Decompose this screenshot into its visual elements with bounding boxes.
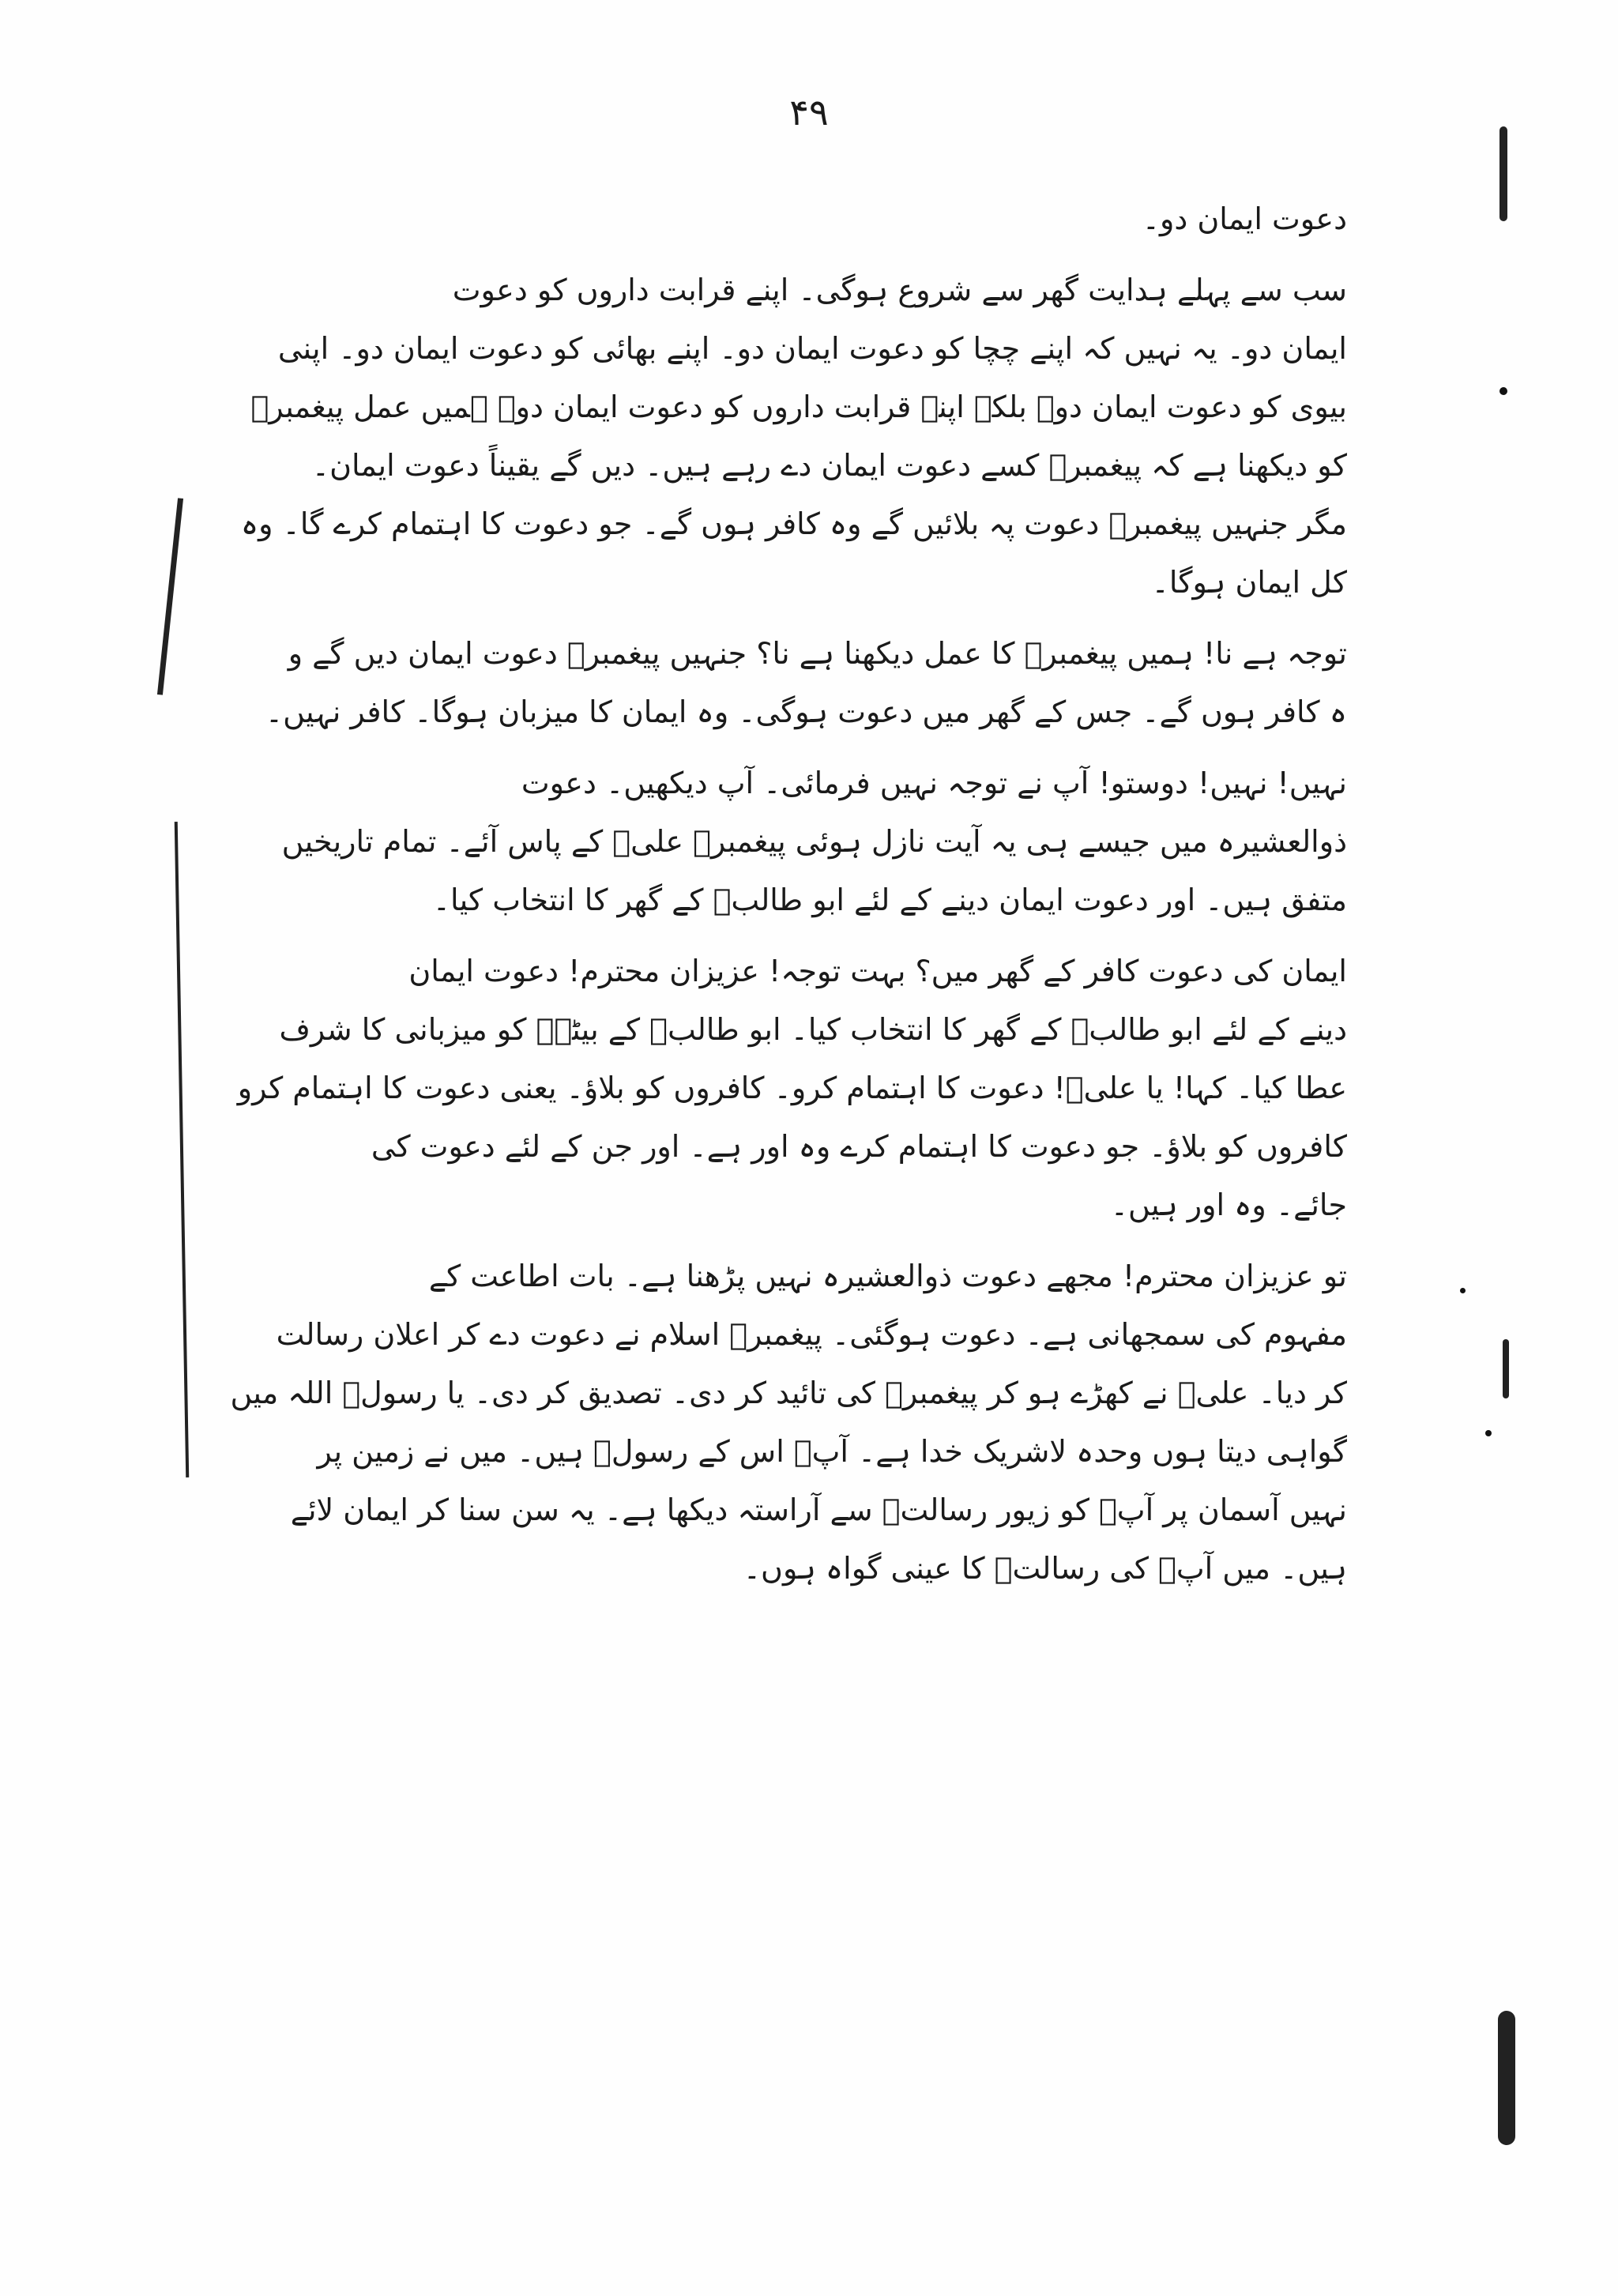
page-number: ۴۹ [789,91,829,134]
text-line: دینے کے لئے ابو طالبؑ کے گھر کا انتخاب کیا۔ ابو طالبؑ کے بیٹےؑ کو میزبانی کا شرف [279,1012,1347,1047]
text-line: ایمان کی دعوت کافر کے گھر میں؟ بہت توجہ! عزیزان محترم! دعوت ایمان [408,954,1347,988]
text-line: جائے۔ وہ اور ہیں۔ [1110,1188,1347,1222]
text-line: ہ کافر ہوں گے۔ جس کے گھر میں دعوت ہوگی۔ وہ ایمان کا میزبان ہوگا۔ کافر نہیں۔ [265,694,1347,729]
paragraph-1 [225,190,1347,248]
text-line: نہیں! نہیں! دوستو! آپ نے توجہ نہیں فرمائی۔ آپ دیکھیں۔ دعوت [521,766,1347,800]
text-line: مگر جنہیں پیغمبرؐ دعوت پہ بلائیں گے وہ کافر ہوں گے۔ جو دعوت کا اہتمام کرے گا۔ وہ [240,506,1347,541]
text-line: عطا کیا۔ کہا! یا علیؑ! دعوت کا اہتمام کرو۔ کافروں کو بلاؤ۔ یعنی دعوت کا اہتمام کرو [237,1071,1347,1105]
text-line: مفہوم کی سمجھانی ہے۔ دعوت ہوگئی۔ پیغمبرؐ اسلام نے دعوت دے کر اعلان رسالت [276,1317,1347,1352]
text-line: متفق ہیں۔ اور دعوت ایمان دینے کے لئے ابو طالبؑ کے گھر کا انتخاب کیا۔ [432,883,1347,917]
left-margin-bracket-mark-2 [175,822,189,1477]
paragraph-4 [225,754,1347,929]
text-line: بیوی کو دعوت ایمان دو۔ بلکہ اپنے قرابت داروں کو دعوت ایمان دو۔ ہمیں عمل پیغمبرؐ [250,390,1347,424]
text-line: ذوالعشیرہ میں جیسے ہی یہ آیت نازل ہوئی پیغمبرؐ علیؑ کے پاس آئے۔ تمام تاریخیں [281,824,1347,859]
text-line: ایمان دو۔ یہ نہیں کہ اپنے چچا کو دعوت ایمان دو۔ اپنے بھائی کو دعوت ایمان دو۔ اپنی [277,331,1347,366]
text-line: توجہ ہے نا! ہمیں پیغمبرؐ کا عمل دیکھنا ہے نا؟ جنہیں پیغمبرؐ دعوت ایمان دیں گے و [288,636,1347,671]
paragraph-3 [225,624,1347,741]
margin-dot-mark [1499,387,1507,395]
paragraph-2 [225,261,1347,612]
right-edge-scan-mark-2 [1503,1339,1509,1398]
text-line: کو دیکھنا ہے کہ پیغمبرؐ کسے دعوت ایمان دے رہے ہیں۔ دیں گے یقیناً دعوت ایمان۔ [311,448,1347,483]
text-line: تو عزیزان محترم! مجھے دعوت ذوالعشیرہ نہیں پڑھنا ہے۔ بات اطاعت کے [428,1259,1347,1293]
left-margin-bracket-mark [157,498,183,694]
text-line: کافروں کو بلاؤ۔ جو دعوت کا اہتمام کرے وہ اور ہے۔ اور جن کے لئے دعوت کی [371,1129,1347,1164]
text-line: نہیں آسمان پر آپؐ کو زیور رسالتؐ سے آراستہ دیکھا ہے۔ یہ سن سنا کر ایمان لائے [290,1492,1347,1527]
text-line: دعوت ایمان دو۔ [1142,201,1347,236]
text-line: سب سے پہلے ہدایت گھر سے شروع ہوگی۔ اپنے قرابت داروں کو دعوت [452,273,1347,307]
paragraph-6 [225,1247,1347,1598]
text-line: گواہی دیتا ہوں وحدہ لاشریک خدا ہے۔ آپؐ اس کے رسولؐ ہیں۔ میں نے زمین پر [317,1434,1347,1469]
right-edge-scan-mark-3 [1498,2011,1515,2145]
margin-dot-mark-2 [1460,1288,1466,1293]
page-body [225,190,1347,1610]
right-edge-scan-mark [1499,126,1507,221]
text-line: کل ایمان ہوگا۔ [1151,565,1347,600]
text-line: ہیں۔ میں آپؐ کی رسالتؐ کا عینی گواہ ہوں۔ [743,1551,1347,1586]
text-line: کر دیا۔ علیؑ نے کھڑے ہو کر پیغمبرؐ کی تائید کر دی۔ تصدیق کر دی۔ یا رسولؐ اللہ میں [230,1376,1347,1410]
paragraph-5 [225,942,1347,1234]
margin-dot-mark-3 [1485,1430,1492,1436]
